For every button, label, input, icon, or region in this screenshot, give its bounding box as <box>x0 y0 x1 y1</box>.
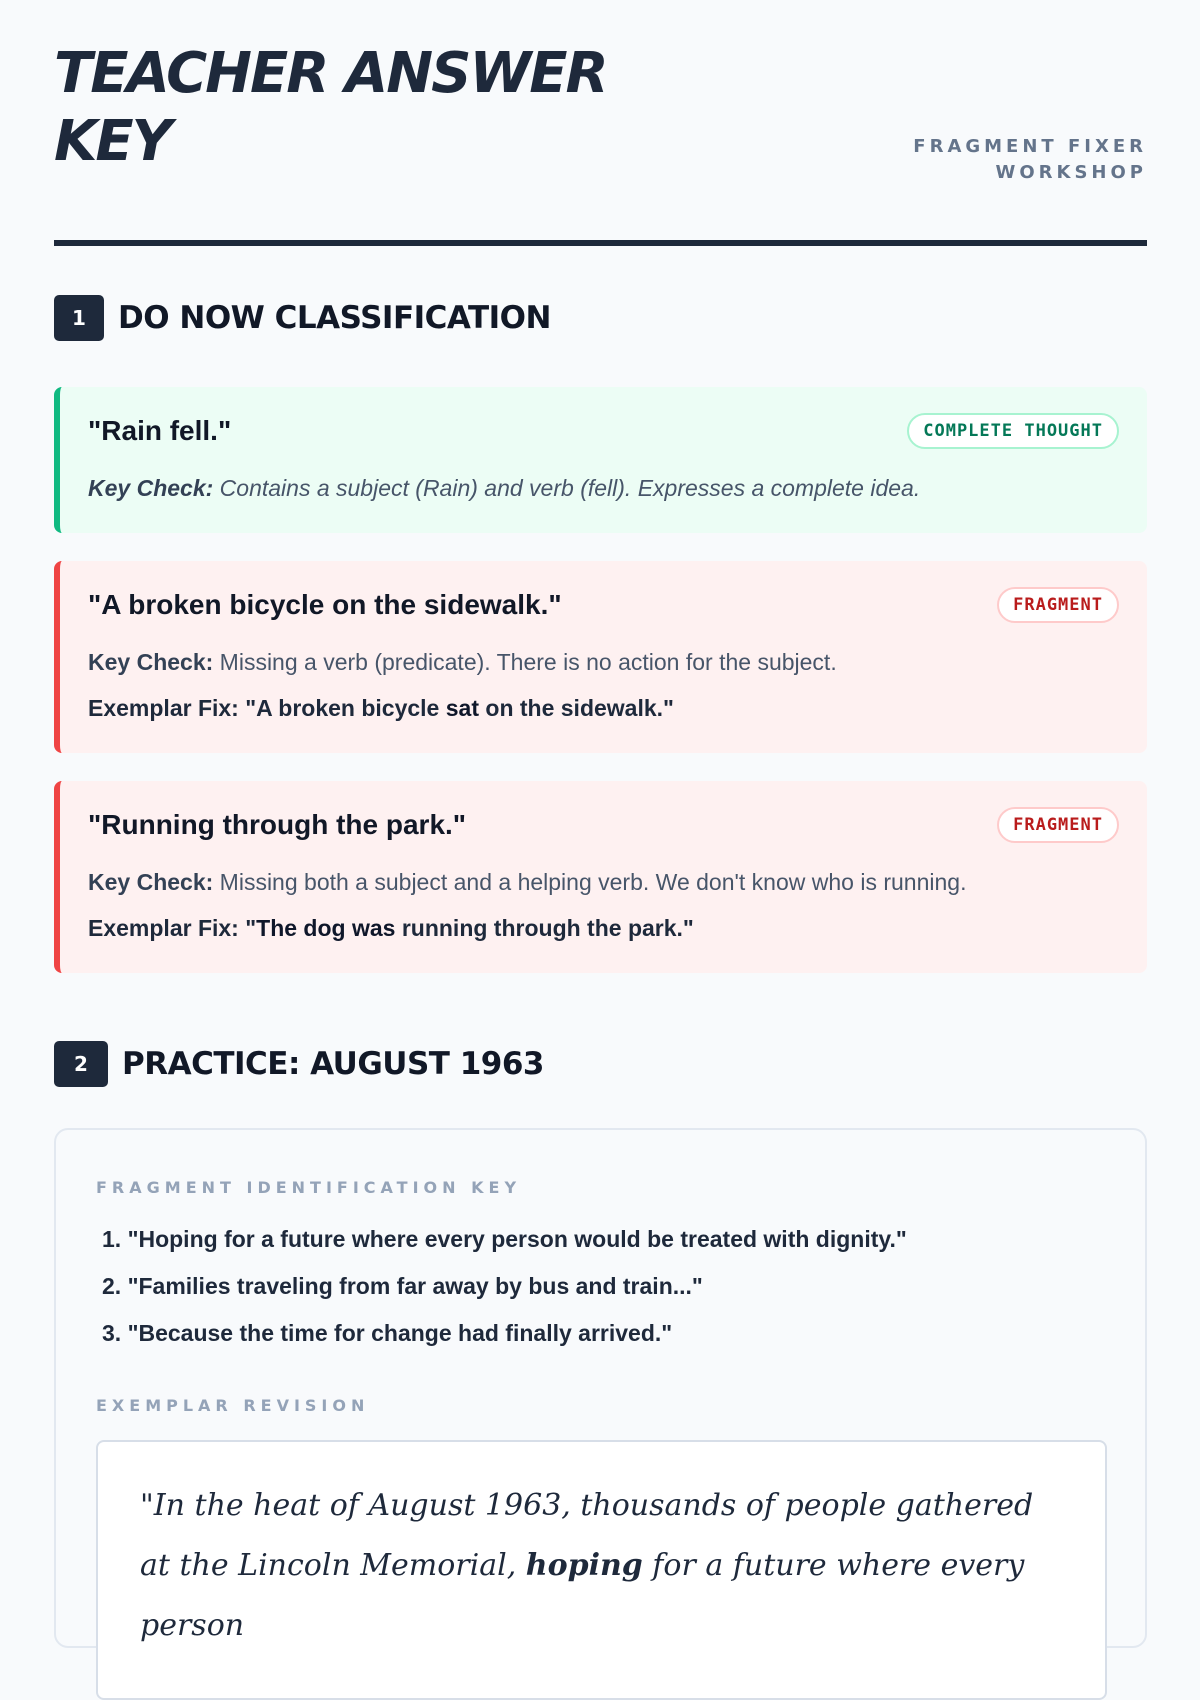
workshop-label: FRAGMENT FIXER WORKSHOP <box>913 136 1147 183</box>
fragment-badge: FRAGMENT <box>997 587 1119 623</box>
classification-card-fragment <box>54 781 1147 973</box>
inserted-subject: The dog was <box>256 915 396 941</box>
key-check-label: Key Check: <box>88 649 214 675</box>
page-title: TEACHER ANSWER KEY <box>54 41 607 174</box>
key-check-line <box>88 869 1119 896</box>
classification-card-complete <box>54 387 1147 533</box>
exemplar-revision-heading: EXEMPLAR REVISION <box>96 1396 370 1415</box>
list-item: 1. "Hoping for a future where every person would be treated with dignity." <box>102 1226 907 1252</box>
practice-panel <box>54 1128 1147 1648</box>
list-item: 3. "Because the time for change had finally arrived." <box>102 1320 673 1346</box>
section-number-badge: 2 <box>54 1041 108 1087</box>
list-item: 2. "Families traveling from far away by bus and train..." <box>102 1273 703 1299</box>
header-divider <box>54 240 1147 246</box>
example-sentence: "Running through the park." <box>88 809 467 840</box>
key-check-text: Contains a subject (Rain) and verb (fell). Expresses a complete idea. <box>219 475 921 501</box>
exemplar-revision-box <box>96 1440 1107 1700</box>
key-check-line <box>88 475 1119 502</box>
classification-card-fragment <box>54 561 1147 753</box>
example-sentence: "Rain fell." <box>88 415 232 446</box>
key-check-text: Missing both a subject and a helping verb. We don't know who is running. <box>219 869 967 895</box>
section-title: DO NOW CLASSIFICATION <box>118 300 551 336</box>
key-check-label: Key Check: <box>88 475 214 501</box>
exemplar-fix-line <box>88 695 1119 722</box>
exemplar-fix-text: "The dog was running through the park." <box>245 915 694 941</box>
complete-thought-badge: COMPLETE THOUGHT <box>907 413 1119 449</box>
fragment-badge: FRAGMENT <box>997 807 1119 843</box>
key-check-text: Missing a verb (predicate). There is no action for the subject. <box>219 649 837 675</box>
fragment-list <box>102 1216 907 1357</box>
exemplar-fix-line <box>88 915 1119 942</box>
page-header <box>54 40 1147 200</box>
section-number-badge: 1 <box>54 295 104 341</box>
exemplar-fix-text: "A broken bicycle sat on the sidewalk." <box>245 695 674 721</box>
inserted-verb: sat <box>445 695 479 721</box>
key-check-label: Key Check: <box>88 869 214 895</box>
exemplar-fix-label: Exemplar Fix: <box>88 915 239 941</box>
key-check-line <box>88 649 1119 676</box>
fragment-identification-heading: FRAGMENT IDENTIFICATION KEY <box>96 1178 522 1197</box>
highlighted-word: hoping <box>525 1548 643 1583</box>
exemplar-fix-label: Exemplar Fix: <box>88 695 239 721</box>
revision-text: "In the heat of August 1963, thousands of people gathered at the Lincoln Memorial, hoping for a future where every person <box>140 1488 1034 1643</box>
section-1-heading <box>54 295 551 341</box>
section-2-heading <box>54 1041 544 1087</box>
section-title: PRACTICE: AUGUST 1963 <box>122 1046 545 1082</box>
example-sentence: "A broken bicycle on the sidewalk." <box>88 589 562 620</box>
